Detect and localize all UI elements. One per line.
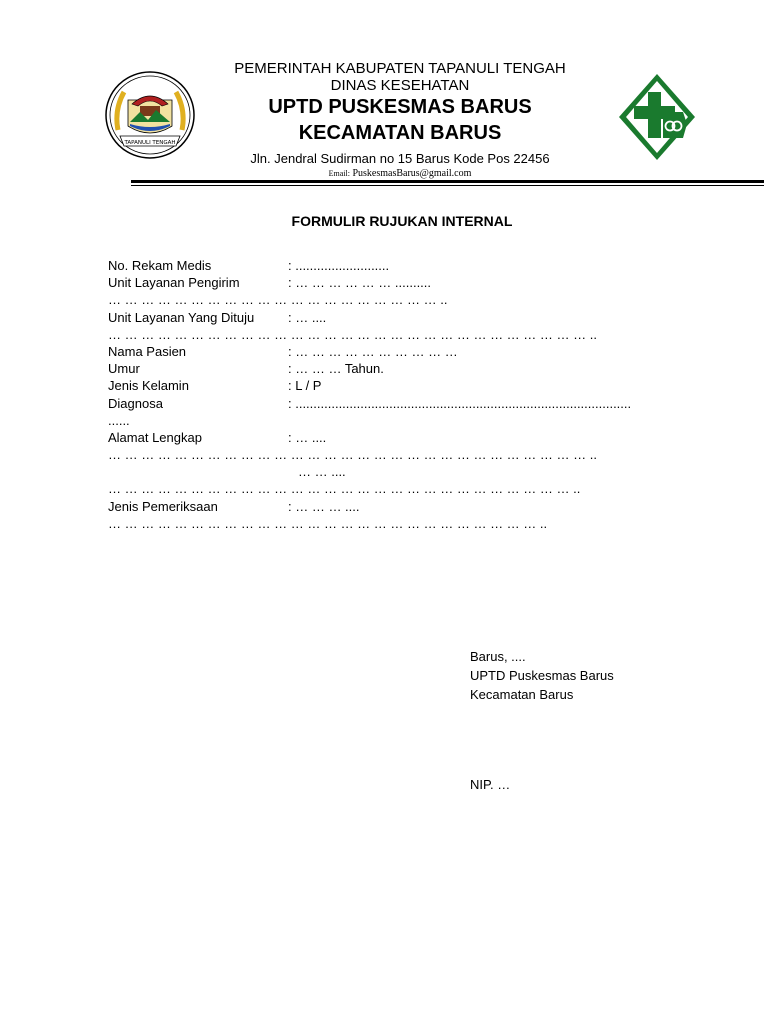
field-medical-record [108, 257, 728, 274]
address-continuation-2[interactable]: … … .... [298, 464, 346, 480]
seal-ribbon-text: TAPANULI TENGAH [124, 140, 176, 146]
patient-name-label: Nama Pasien [108, 343, 187, 359]
examination-label: Jenis Pemeriksaan [108, 498, 218, 514]
letterhead [190, 60, 610, 180]
address-continuation-1[interactable]: … … … … … … … … … … … … … … … … … … … … … … … … … … … … … .. [108, 447, 597, 463]
signature-place-date[interactable]: Barus, .... [470, 649, 526, 664]
patient-name-value[interactable]: : … … … … … … … … … … [288, 343, 458, 359]
target-unit-continuation[interactable]: … … … … … … … … … … … … … … … … … … … … … … … … … … … … … .. [108, 326, 597, 342]
diagnosis-label: Diagnosa [108, 395, 163, 411]
field-examination-cont [108, 515, 728, 532]
header-government: PEMERINTAH KABUPATEN TAPANULI TENGAH [234, 60, 566, 77]
target-unit-value[interactable]: : … .... [288, 309, 327, 325]
field-examination [108, 498, 728, 515]
signature-org-1: UPTD Puskesmas Barus [470, 668, 614, 683]
medical-record-label: No. Rekam Medis [108, 258, 212, 273]
field-address-cont-3 [108, 480, 728, 497]
header-rule-thin [131, 185, 764, 186]
field-gender [108, 377, 728, 394]
age-value[interactable]: : … … … Tahun. [288, 361, 384, 377]
address-value[interactable]: : … .... [288, 429, 327, 445]
gender-label: Jenis Kelamin [108, 378, 189, 394]
field-target-unit [108, 309, 728, 326]
age-label: Umur [108, 361, 140, 377]
puskesmas-logo [617, 72, 697, 162]
field-address-cont-1 [108, 446, 728, 463]
signature-nip[interactable]: NIP. … [470, 777, 511, 792]
field-age [108, 360, 728, 377]
kabupaten-seal-logo [104, 70, 196, 160]
field-target-unit-cont [108, 326, 728, 343]
header-address: Jln. Jendral Sudirman no 15 Barus Kode Pos 22456 [250, 151, 550, 166]
sender-unit-continuation[interactable]: … … … … … … … … … … … … … … … … … … … … .. [108, 292, 448, 308]
field-sender-unit-cont [108, 291, 728, 308]
header-department: DINAS KESEHATAN [330, 77, 470, 94]
target-unit-label: Unit Layanan Yang Dituju [108, 309, 255, 325]
header-institution: UPTD PUSKESMAS BARUS [268, 96, 532, 118]
address-label: Alamat Lengkap [108, 429, 202, 445]
sender-unit-label: Unit Layanan Pengirim [108, 275, 240, 291]
diagnosis-value[interactable]: : ............................................................................................. [288, 395, 632, 411]
examination-continuation[interactable]: … … … … … … … … … … … … … … … … … … … … … … … … … … .. [108, 515, 548, 531]
email-address[interactable]: PuskesmasBarus@gmail.com [352, 168, 472, 179]
header-district: KECAMATAN BARUS [298, 122, 502, 144]
header-rule-thick [131, 180, 764, 183]
field-address-cont-2 [108, 463, 728, 480]
sender-unit-value[interactable]: : … … … … … … .......... [288, 275, 432, 291]
examination-value[interactable]: : … … … .... [288, 498, 360, 514]
field-address [108, 429, 728, 446]
field-patient-name [108, 343, 728, 360]
field-sender-unit [108, 274, 728, 291]
gender-value[interactable]: : L / P [288, 378, 322, 394]
address-continuation-3[interactable]: … … … … … … … … … … … … … … … … … … … … … … … … … … … … .. [108, 481, 581, 497]
header-email [190, 168, 610, 180]
diagnosis-continuation[interactable]: ...... [108, 412, 130, 428]
signature-org-2: Kecamatan Barus [470, 687, 574, 702]
field-diagnosis-cont [108, 412, 728, 429]
email-label: Email: [328, 169, 350, 178]
medical-record-value[interactable]: : .......................... [288, 258, 390, 273]
form-title: FORMULIR RUJUKAN INTERNAL [291, 213, 513, 229]
referral-form [108, 257, 728, 532]
signature-block [470, 647, 614, 704]
field-diagnosis [108, 395, 728, 412]
